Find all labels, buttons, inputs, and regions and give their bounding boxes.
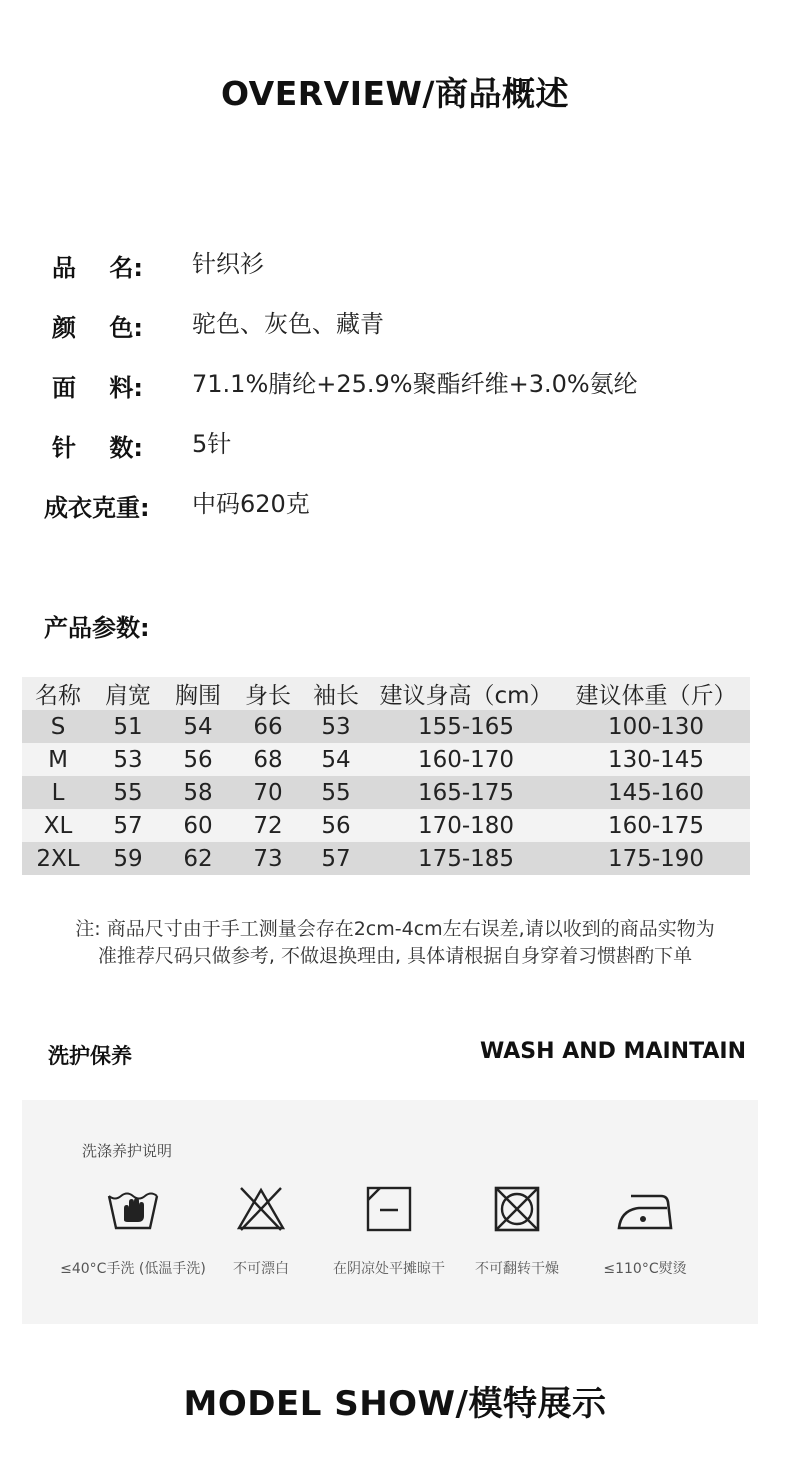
table-cell: 54 xyxy=(321,746,351,773)
iron-icon xyxy=(615,1186,675,1232)
table-cell: 55 xyxy=(113,779,143,806)
params-label: 产品参数: xyxy=(44,614,150,642)
care-item-label: ≤40°C手洗 (低温手洗) xyxy=(60,1261,206,1277)
table-row xyxy=(22,809,750,842)
care-item-label: 在阴凉处平摊晾干 xyxy=(333,1261,445,1277)
no-bleach-icon xyxy=(235,1186,287,1232)
dry-in-shade-icon xyxy=(363,1186,415,1232)
spec-label: 面 料: xyxy=(52,374,144,402)
table-cell: 57 xyxy=(321,845,351,872)
table-header-cell: 建议身高（cm） xyxy=(379,683,553,709)
care-item-label: 不可漂白 xyxy=(233,1261,289,1277)
table-row xyxy=(22,710,750,743)
table-cell: 130-145 xyxy=(607,746,705,773)
table-cell: L xyxy=(51,779,65,806)
care-heading-en: WASH AND MAINTAIN xyxy=(479,1039,746,1064)
table-header-cell: 袖长 xyxy=(313,683,359,709)
table-cell: 175-185 xyxy=(417,845,515,872)
table-cell: M xyxy=(48,746,68,773)
table-cell: 60 xyxy=(183,812,213,839)
table-row xyxy=(22,776,750,809)
table-header-cell: 名称 xyxy=(35,683,81,709)
table-cell: 160-175 xyxy=(607,812,705,839)
table-cell: 100-130 xyxy=(607,713,705,740)
table-header-cell: 胸围 xyxy=(175,683,221,709)
size-table xyxy=(22,677,750,875)
table-cell: 53 xyxy=(113,746,143,773)
overview-title: OVERVIEW/商品概述 xyxy=(221,74,569,113)
care-heading-cn: 洗护保养 xyxy=(48,1044,132,1068)
table-cell: 59 xyxy=(113,845,143,872)
table-cell: 68 xyxy=(253,746,283,773)
table-cell: 70 xyxy=(253,779,283,806)
care-item-label: 不可翻转干燥 xyxy=(475,1261,559,1277)
table-cell: 55 xyxy=(321,779,351,806)
table-header-row xyxy=(22,677,750,710)
table-cell: 58 xyxy=(183,779,213,806)
table-cell: 160-170 xyxy=(417,746,515,773)
spec-label: 成衣克重: xyxy=(44,494,150,522)
table-cell: 56 xyxy=(321,812,351,839)
table-row xyxy=(22,842,750,875)
table-cell: 66 xyxy=(253,713,283,740)
care-item-label: ≤110°C熨烫 xyxy=(603,1261,687,1277)
table-cell: 62 xyxy=(183,845,213,872)
spec-value: 驼色、灰色、藏青 xyxy=(192,310,384,338)
spec-label: 颜 色: xyxy=(52,314,144,342)
size-note-line: 准推荐尺码只做参考, 不做退换理由, 具体请根据自身穿着习惯斟酌下单 xyxy=(97,945,693,967)
spec-label: 品 名: xyxy=(52,254,144,282)
care-item xyxy=(570,1186,720,1278)
spec-label: 针 数: xyxy=(52,434,144,462)
table-header-cell: 建议体重（斤） xyxy=(575,683,737,709)
size-note-line: 注: 商品尺寸由于手工测量会存在2cm-4cm左右误差,请以收到的商品实物为 xyxy=(75,918,715,940)
table-cell: 165-175 xyxy=(417,779,515,806)
table-cell: 57 xyxy=(113,812,143,839)
spec-value: 71.1%腈纶+25.9%聚酯纤维+3.0%氨纶 xyxy=(192,370,638,398)
table-header-cell: 肩宽 xyxy=(105,683,151,709)
care-panel xyxy=(22,1100,758,1324)
size-note xyxy=(30,916,760,970)
table-cell: 72 xyxy=(253,812,283,839)
table-cell: S xyxy=(50,713,66,740)
care-instructions-title: 洗涤养护说明 xyxy=(82,1142,173,1160)
table-header-cell: 身长 xyxy=(245,683,291,709)
spec-value: 中码620克 xyxy=(192,490,310,518)
hand-wash-icon xyxy=(107,1186,159,1232)
table-cell: 155-165 xyxy=(417,713,515,740)
table-cell: 2XL xyxy=(36,845,80,872)
table-cell: 51 xyxy=(113,713,143,740)
table-cell: 53 xyxy=(321,713,351,740)
table-row xyxy=(22,743,750,776)
model-show-title: MODEL SHOW/模特展示 xyxy=(183,1384,607,1424)
table-cell: 73 xyxy=(253,845,283,872)
spec-value: 针织衫 xyxy=(192,250,264,278)
spec-value: 5针 xyxy=(192,430,232,458)
table-cell: 170-180 xyxy=(417,812,515,839)
table-cell: 56 xyxy=(183,746,213,773)
table-cell: 54 xyxy=(183,713,213,740)
table-cell: 175-190 xyxy=(607,845,705,872)
table-cell: XL xyxy=(43,812,73,839)
table-cell: 145-160 xyxy=(607,779,705,806)
no-tumble-dry-icon xyxy=(491,1186,543,1232)
